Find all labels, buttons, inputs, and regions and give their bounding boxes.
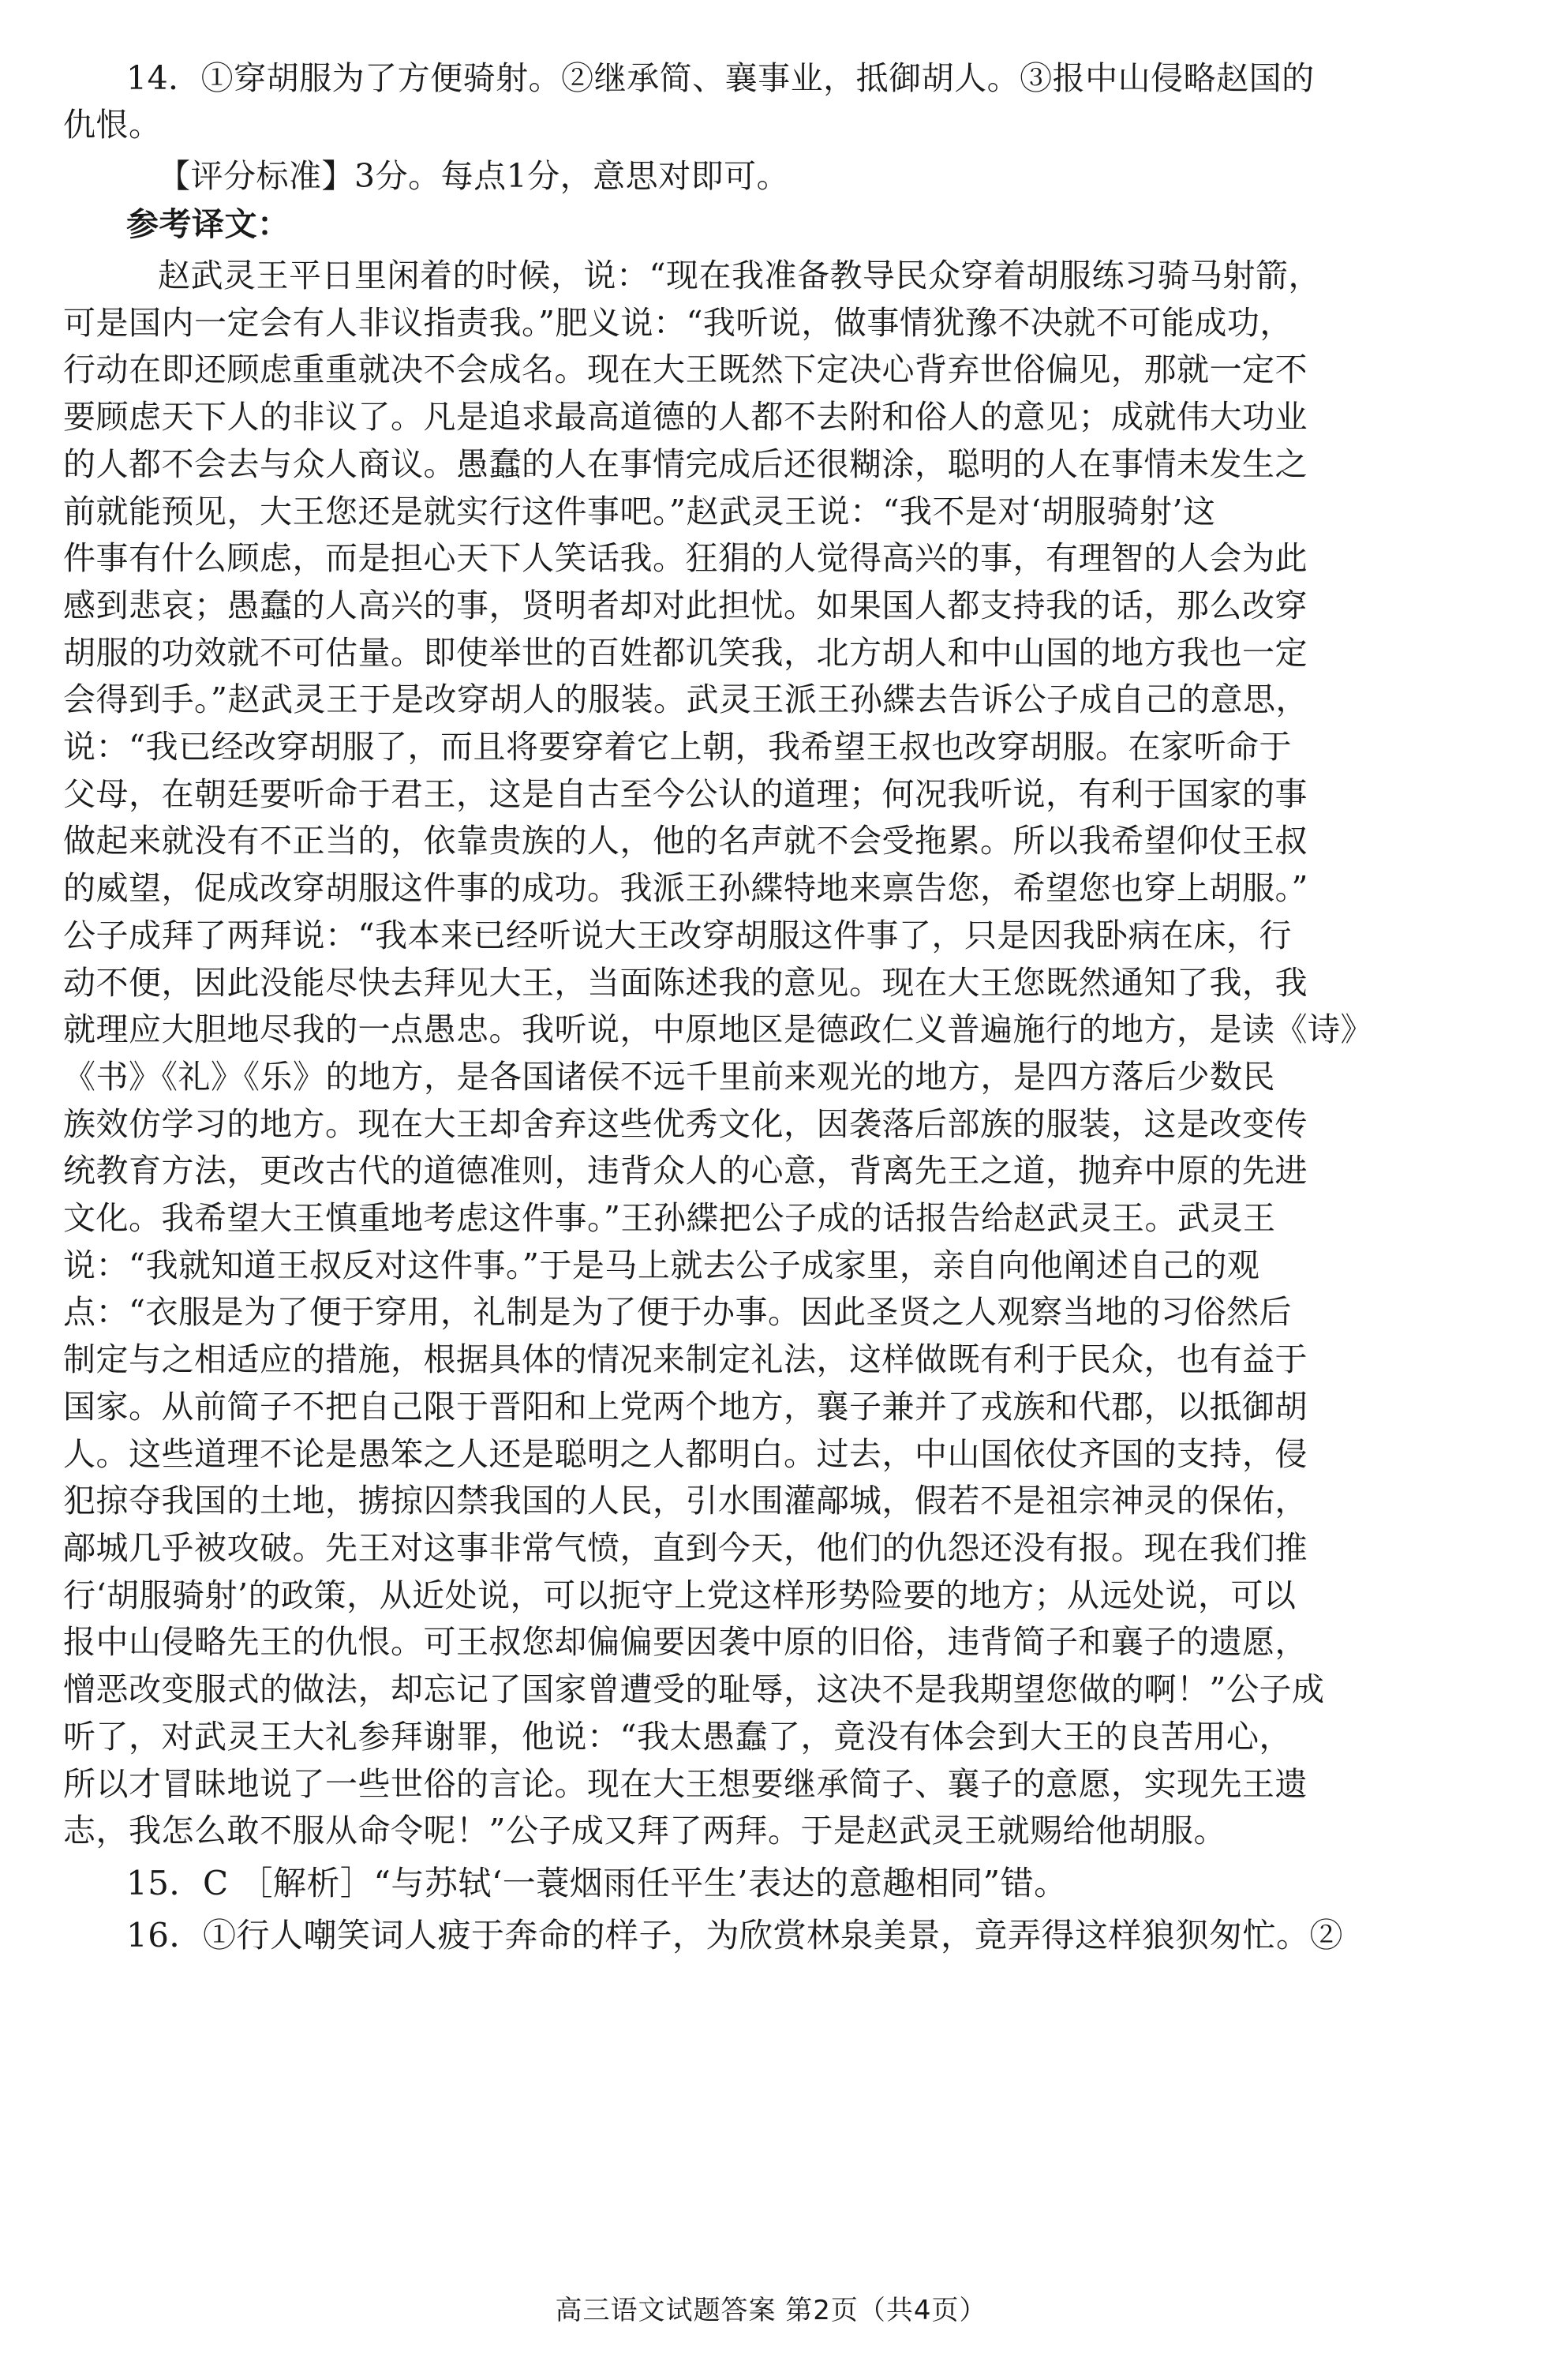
translation-line: 《书》《礼》《乐》的地方，是各国诸侯不远千里前来观光的地方，是四方落后少数民 <box>63 1057 1275 1096</box>
translation-line: 点：“衣服是为了便于穿用，礼制是为了便于办事。因此圣贤之人观察当地的习俗然后 <box>63 1293 1292 1332</box>
translation-line: 犯掠夺我国的土地，掳掠囚禁我国的人民，引水围灌鄗城，假若不是祖宗神灵的保佑， <box>63 1482 1308 1520</box>
translation-line: 憎恶改变服式的做法，却忘记了国家曾遭受的耻辱，这决不是我期望您做的啊！”公子成 <box>63 1670 1325 1709</box>
translation-line: 统教育方法，更改古代的道德准则，违背众人的心意，背离先王之道，抛弃中原的先进 <box>63 1152 1308 1190</box>
reference-translation-title: 参考译文： <box>126 205 290 243</box>
translation-line: 行‘胡服骑射’的政策，从近处说，可以扼守上党这样形势险要的地方；从远处说，可以 <box>63 1576 1297 1614</box>
reference-translation-body <box>63 253 1479 1855</box>
translation-line: 可是国内一定会有人非议指责我。”肥义说：“我听说，做事情犹豫不决就不可能成功， <box>63 303 1293 342</box>
q14-answer-line2: 仇恨。 <box>63 106 162 144</box>
translation-line: 的人都不会去与众人商议。愚蠢的人在事情完成后还很糊涂，聪明的人在事情未发生之 <box>63 444 1308 483</box>
translation-line: 的威望，促成改穿胡服这件事的成功。我派王孙緤特地来禀告您，希望您也穿上胡服。” <box>63 869 1308 908</box>
translation-line: 件事有什么顾虑，而是担心天下人笑话我。狂狷的人觉得高兴的事，有理智的人会为此 <box>63 539 1308 578</box>
translation-line: 族效仿学习的地方。现在大王却舍弃这些优秀文化，因袭落后部族的服装，这是改变传 <box>63 1104 1308 1143</box>
translation-line: 父母，在朝廷要听命于君王，这是自古至今公认的道理；何况我听说，有利于国家的事 <box>63 774 1308 813</box>
translation-line: 人。这些道理不论是愚笨之人还是聪明之人都明白。过去，中山国依仗齐国的支持，侵 <box>63 1434 1308 1473</box>
translation-line: 公子成拜了两拜说：“我本来已经听说大王改穿胡服这件事了，只是因我卧病在床，行 <box>63 916 1292 954</box>
translation-line: 听了，对武灵王大礼参拜谢罪，他说：“我太愚蠢了，竟没有体会到大王的良苦用心， <box>63 1717 1292 1756</box>
translation-line: 动不便，因此没能尽快去拜见大王，当面陈述我的意见。现在大王您既然通知了我，我 <box>63 963 1308 1002</box>
translation-line: 所以才冒昧地说了一些世俗的言论。现在大王想要继承简子、襄子的意愿，实现先王遗 <box>63 1764 1308 1803</box>
translation-line: 就理应大胆地尽我的一点愚忠。我听说，中原地区是德政仁义普遍施行的地方，是读《诗》 <box>63 1010 1373 1049</box>
translation-line: 说：“我就知道王叔反对这件事。”于是马上就去公子成家里，亲自向他阐述自己的观 <box>63 1246 1260 1284</box>
translation-line: 行动在即还顾虑重重就决不会成名。现在大王既然下定决心背弃世俗偏见，那就一定不 <box>63 350 1308 389</box>
translation-line: 赵武灵王平日里闲着的时候，说：“现在我准备教导民众穿着胡服练习骑马射箭， <box>158 257 1321 294</box>
translation-line: 鄗城几乎被攻破。先王对这事非常气愤，直到今天，他们的仇怨还没有报。现在我们推 <box>63 1528 1308 1567</box>
translation-line: 前就能预见，大王您还是就实行这件事吧。”赵武灵王说：“我不是对‘胡服骑射’这 <box>63 492 1216 530</box>
translation-line: 国家。从前简子不把自己限于晋阳和上党两个地方，襄子兼并了戎族和代郡，以抵御胡 <box>63 1387 1308 1426</box>
translation-line: 感到悲哀；愚蠢的人高兴的事，贤明者却对此担忧。如果国人都支持我的话，那么改穿 <box>63 586 1308 624</box>
q14-answer-line1: 14．①穿胡服为了方便骑射。②继承简、襄事业，抵御胡人。③报中山侵略赵国的 <box>126 59 1315 97</box>
page-footer: 高三语文试题答案 第2页（共4页） <box>555 2295 987 2326</box>
q14-score-standard: 【评分标准】3分。每点1分，意思对即可。 <box>158 157 790 195</box>
translation-line: 说：“我已经改穿胡服了，而且将要穿着它上朝，我希望王叔也改穿胡服。在家听命于 <box>63 728 1292 766</box>
translation-line: 做起来就没有不正当的，依靠贵族的人，他的名声就不会受拖累。所以我希望仰仗王叔 <box>63 822 1308 860</box>
q15-answer: 15．C ［解析］“与苏轼‘一蓑烟雨任平生’表达的意趣相同”错。 <box>126 1863 1068 1902</box>
translation-line: 制定与之相适应的措施，根据具体的情况来制定礼法，这样做既有利于民众，也有益于 <box>63 1340 1308 1379</box>
translation-line: 志，我怎么敢不服从命令呢！”公子成又拜了两拜。于是赵武灵王就赐给他胡服。 <box>63 1812 1226 1850</box>
translation-line: 胡服的功效就不可估量。即使举世的百姓都讥笑我，北方胡人和中山国的地方我也一定 <box>63 633 1308 672</box>
translation-line: 报中山侵略先王的仇恨。可王叔您却偏偏要因袭中原的旧俗，违背简子和襄子的遗愿， <box>63 1623 1308 1662</box>
translation-line: 文化。我希望大王慎重地考虑这件事。”王孙緤把公子成的话报告给赵武灵王。武灵王 <box>63 1199 1276 1238</box>
translation-line: 要顾虑天下人的非议了。凡是追求最高道德的人都不去附和俗人的意见；成就伟大功业 <box>63 398 1308 437</box>
translation-line: 会得到手。”赵武灵王于是改穿胡人的服装。武灵王派王孙緤去告诉公子成自己的意思， <box>63 680 1308 719</box>
q16-answer: 16．①行人嘲笑词人疲于奔命的样子，为欣赏林泉美景，竟弄得这样狼狈匆忙。② <box>126 1915 1343 1955</box>
